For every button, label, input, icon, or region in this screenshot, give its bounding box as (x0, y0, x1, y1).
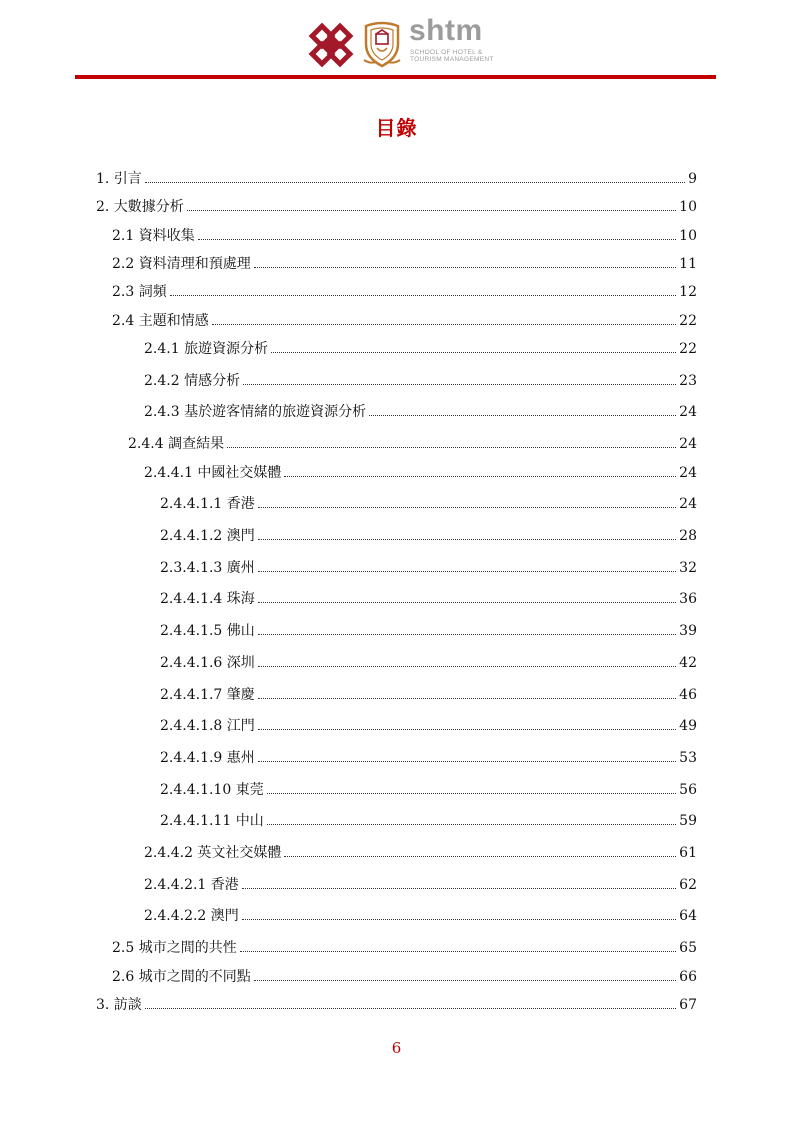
toc-dot-leader (227, 447, 676, 448)
toc-entry-label: 2.4.4.1.6 深圳 (160, 655, 255, 671)
toc-entry-label: 2.4.3 基於遊客情緒的旅遊資源分析 (144, 404, 367, 420)
toc-entry-page: 53 (679, 750, 697, 766)
toc-entry-page: 62 (679, 877, 697, 893)
toc-entry-page: 10 (679, 199, 697, 215)
toc-dot-leader (258, 698, 676, 699)
toc-entry-page: 22 (679, 313, 697, 329)
toc-entry-page: 36 (679, 591, 697, 607)
toc-dot-leader (170, 295, 676, 296)
toc-entry-label: 2.5 城市之間的共性 (112, 940, 237, 956)
toc-entry-label: 2.4.1 旅遊資源分析 (144, 341, 269, 357)
toc-entry-label: 2.4.4.1.1 香港 (160, 496, 255, 512)
toc-dot-leader (258, 602, 676, 603)
toc-entry-page: 24 (679, 496, 697, 512)
brand-name: shtm (409, 14, 483, 47)
toc-entry-page: 39 (679, 623, 697, 639)
toc-entry[interactable] (144, 460, 697, 482)
toc-entry[interactable] (144, 336, 697, 358)
toc-dot-leader (258, 571, 676, 572)
toc-entry-page: 32 (679, 560, 697, 576)
toc-entry[interactable] (112, 279, 697, 301)
toc-entry[interactable] (160, 808, 697, 830)
toc-entry[interactable] (96, 166, 697, 188)
toc-entry-label: 1. 引言 (96, 171, 142, 187)
toc-entry-label: 2.1 資料收集 (112, 228, 195, 244)
toc-entry[interactable] (112, 251, 697, 273)
toc-dot-leader (243, 384, 676, 385)
toc-dot-leader (267, 793, 676, 794)
toc-dot-leader (258, 634, 676, 635)
toc-entry-label: 2.4.4.1.5 佛山 (160, 623, 255, 639)
toc-entry[interactable] (96, 992, 697, 1014)
toc-entry-label: 2. 大數據分析 (96, 199, 184, 215)
toc-entry-label: 2.4.4.1.7 肇慶 (160, 687, 255, 703)
toc-entry-page: 46 (679, 687, 697, 703)
toc-dot-leader (187, 210, 676, 211)
toc-dot-leader (258, 507, 676, 508)
brand-subtitle-line2: TOURISM MANAGEMENT (410, 56, 494, 63)
toc-entry-page: 65 (679, 940, 697, 956)
toc-entry-page: 64 (679, 908, 697, 924)
toc-entry-page: 10 (679, 228, 697, 244)
toc-dot-leader (254, 980, 676, 981)
toc-entry-label: 2.4.4 調查結果 (128, 436, 225, 452)
toc-entry[interactable] (112, 935, 697, 957)
toc-entry-page: 66 (679, 969, 697, 985)
toc-entry-label: 2.4.4.1 中國社交媒體 (144, 465, 282, 481)
page-number: 6 (391, 1039, 402, 1057)
toc-entry[interactable] (160, 618, 697, 640)
toc-dot-leader (198, 239, 676, 240)
toc-entry-page: 61 (679, 845, 697, 861)
toc-entry-label: 2.2 資料清理和預處理 (112, 256, 251, 272)
toc-entry[interactable] (144, 840, 697, 862)
toc-entry[interactable] (160, 682, 697, 704)
toc-entry-label: 2.4.4.2 英文社交媒體 (144, 845, 282, 861)
toc-dot-leader (258, 729, 676, 730)
toc-dot-leader (242, 888, 676, 889)
toc-entry-label: 2.3.4.1.3 廣州 (160, 560, 255, 576)
toc-entry-page: 24 (679, 404, 697, 420)
toc-dot-leader (145, 182, 685, 183)
toc-dot-leader (258, 666, 676, 667)
toc-dot-leader (242, 919, 676, 920)
toc-entry[interactable] (160, 713, 697, 735)
toc-entry-label: 3. 訪談 (96, 997, 142, 1013)
toc-entry[interactable] (160, 745, 697, 767)
toc-dot-leader (284, 856, 676, 857)
toc-entry-page: 59 (679, 813, 697, 829)
toc-dot-leader (258, 761, 676, 762)
toc-entry-label: 2.4 主題和情感 (112, 313, 209, 329)
toc-entry-page: 23 (679, 373, 697, 389)
toc-dot-leader (212, 324, 676, 325)
toc-entry[interactable] (112, 223, 697, 245)
toc-dot-leader (284, 476, 676, 477)
toc-entry-page: 11 (679, 256, 697, 272)
toc-dot-leader (258, 539, 676, 540)
toc-entry[interactable] (160, 650, 697, 672)
toc-entry[interactable] (144, 872, 697, 894)
toc-entry-page: 42 (679, 655, 697, 671)
toc-dot-leader (271, 352, 676, 353)
toc-dot-leader (145, 1008, 676, 1009)
toc-entry[interactable] (144, 903, 697, 925)
toc-entry-page: 49 (679, 718, 697, 734)
toc-entry-page: 24 (679, 436, 697, 452)
brand-subtitle-line1: SCHOOL OF HOTEL & (410, 49, 483, 56)
toc-entry-page: 67 (679, 997, 697, 1013)
toc-entry-label: 2.4.4.2.1 香港 (144, 877, 239, 893)
toc-entry-page: 56 (679, 782, 697, 798)
toc-dot-leader (240, 951, 676, 952)
toc-entry[interactable] (160, 586, 697, 608)
toc-entry[interactable] (160, 555, 697, 577)
toc-entry-label: 2.6 城市之間的不同點 (112, 969, 251, 985)
toc-entry-label: 2.4.4.1.11 中山 (160, 813, 264, 829)
toc-entry[interactable] (160, 491, 697, 513)
toc-entry-page: 12 (679, 284, 697, 300)
toc-dot-leader (369, 415, 676, 416)
toc-entry[interactable] (112, 964, 697, 986)
toc-entry[interactable] (144, 368, 697, 390)
toc-entry-page: 24 (679, 465, 697, 481)
toc-entry[interactable] (128, 431, 697, 453)
toc-dot-leader (254, 267, 676, 268)
toc-dot-leader (267, 824, 676, 825)
toc-entry-label: 2.4.4.1.8 江門 (160, 718, 255, 734)
toc-entry-label: 2.4.4.1.2 澳門 (160, 528, 255, 544)
toc-entry-label: 2.4.4.1.9 惠州 (160, 750, 255, 766)
toc-entry[interactable] (144, 399, 697, 421)
toc-entry[interactable] (160, 777, 697, 799)
toc-entry-label: 2.3 詞頻 (112, 284, 167, 300)
toc-title: 目錄 (375, 116, 418, 140)
toc-entry-page: 28 (679, 528, 697, 544)
toc-entry-label: 2.4.4.1.10 東莞 (160, 782, 264, 798)
toc-entry-page: 22 (679, 341, 697, 357)
toc-entry-label: 2.4.4.1.4 珠海 (160, 591, 255, 607)
toc-entry[interactable] (112, 308, 697, 330)
toc-entry-label: 2.4.2 情感分析 (144, 373, 241, 389)
toc-entry-label: 2.4.4.2.2 澳門 (144, 908, 239, 924)
toc-entry[interactable] (160, 523, 697, 545)
toc-entry[interactable] (96, 194, 697, 216)
toc-entry-page: 9 (688, 171, 697, 187)
